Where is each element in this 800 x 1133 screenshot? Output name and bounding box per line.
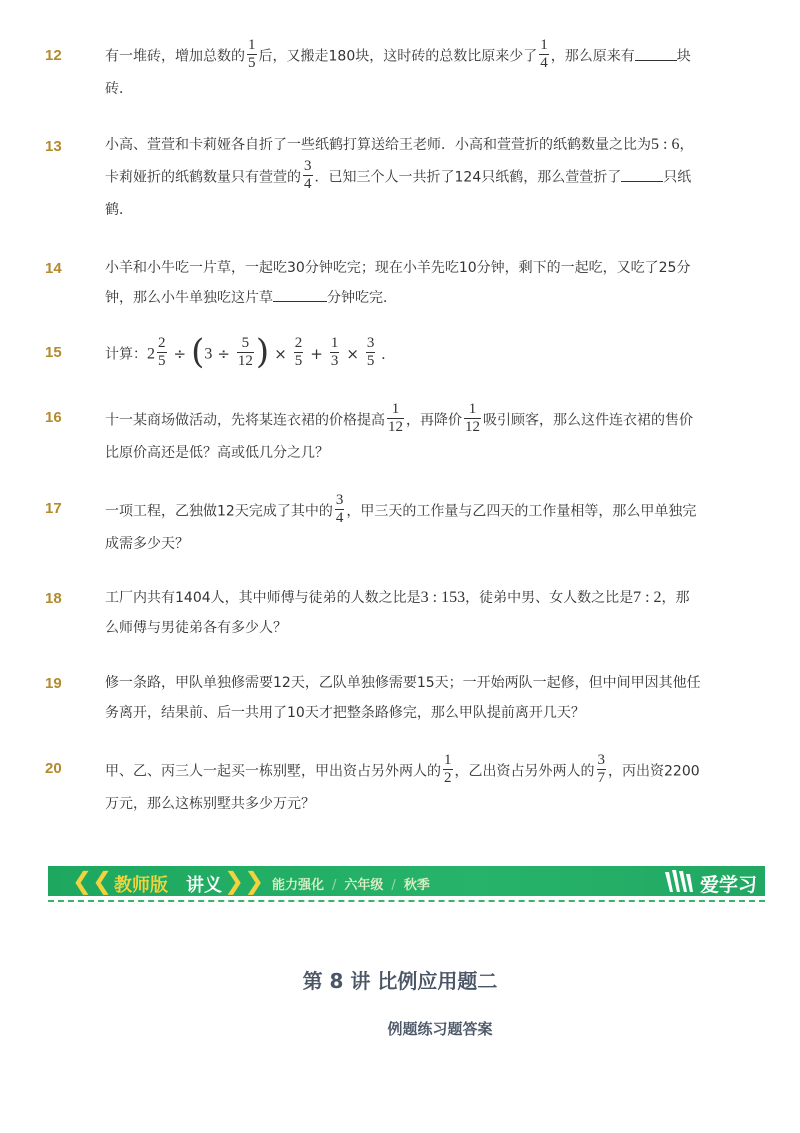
breadcrumb: 能力强化 / 六年级 / 秋季 <box>272 878 430 893</box>
answer-blank[interactable] <box>273 287 327 302</box>
fraction: $\frac{1}{2}$ <box>444 752 452 786</box>
answer-blank[interactable] <box>635 46 677 61</box>
divider <box>48 900 765 902</box>
fraction: $\frac{2}{5}$ <box>294 335 303 369</box>
problem-number: 18 <box>45 590 62 607</box>
problem-number: 13 <box>45 138 62 155</box>
chevron-right-icon: ❯❯ <box>224 867 265 895</box>
banner-title-type: 讲义 <box>186 875 222 896</box>
problem-number: 16 <box>45 409 62 426</box>
problem-number: 20 <box>45 760 62 777</box>
problem-number: 19 <box>45 675 62 692</box>
problem-number: 15 <box>45 344 62 361</box>
lecture-title: 第 8 讲 比例应用题二 <box>302 969 498 993</box>
fraction: $\frac{5}{12}$ <box>237 335 253 369</box>
breadcrumb-item: 秋季 <box>403 878 430 893</box>
problem-text: 小高、萱萱和卡莉娅各自折了一些纸鹤打算送给王老师．小高和萱萱折的纸鹤数量之比为5 : 6， 卡莉娅折的纸鹤数量只有萱萱的 $\frac{3}{4}$ ．已知三个人一共折了124只纸鹤，那么萱萱折了 只纸 鹤． <box>105 136 694 218</box>
banner-title-edition: 教师版 <box>114 875 168 896</box>
fraction: $\frac{3}{4}$ <box>304 158 312 192</box>
brand-logo-text: 爱学习 <box>700 874 758 896</box>
breadcrumb-item: 六年级 <box>344 878 384 893</box>
answers-title: 例题练习题答案 <box>387 1020 493 1038</box>
fraction: $\frac{2}{5}$ <box>158 335 166 369</box>
problem-text: 十一某商场做活动，先将某连衣裙的价格提高 $\frac{1}{12}$ ，再降价 $\frac{1}{12}$ 吸引顾客，那么这件连衣裙的售价 比原价高还是低？高或低几分之几？ <box>105 401 693 461</box>
problem-text: 工厂内共有1404人，其中师傅与徒弟的人数之比是3 : 153，徒弟中男、女人数之比是7 : 2，那 么师傅与男徒弟各有多少人？ <box>105 589 690 636</box>
fraction: $\frac{3}{7}$ <box>597 752 605 786</box>
problem-text: 修一条路，甲队单独修需要12天，乙队单独修需要15天；一开始两队一起修，但中间甲因其他任 务离开，结果前、后一共用了10天才把整条路修完，那么甲队提前离开几天？ <box>105 675 701 721</box>
problem-text: 有一堆砖，增加总数的 $\frac{1}{5}$ 后，又搬走180块，这时砖的总数比原来少了 $\frac{1}{4}$ ，那么原来有 块 砖． <box>105 37 691 97</box>
answer-blank[interactable] <box>621 167 663 182</box>
problem-number: 14 <box>45 260 62 277</box>
problem-text: 小羊和小牛吃一片草，一起吃30分钟吃完；现在小羊先吃10分钟，剩下的一起吃，又吃了25分 钟，那么小牛单独吃这片草 分钟吃完． <box>105 260 691 306</box>
problem-text: 计算：2 $\frac{2}{5}$ ÷ (3 ÷ $\frac{5}{12}$ ) × $\frac{2}{5}$ + $\frac{1}{3}$ × $\frac{3}{5}$ . <box>105 331 386 372</box>
fraction: $\frac{3}{5}$ <box>366 335 375 369</box>
section-banner <box>48 866 765 896</box>
problem-text: 一项工程，乙独做12天完成了其中的 $\frac{3}{4}$ ，甲三天的工作量与乙四天的工作量相等，那么甲单独完 成需多少天？ <box>105 492 697 552</box>
problem-number: 17 <box>45 500 62 517</box>
breadcrumb-item: 能力强化 <box>272 878 325 893</box>
fraction: $\frac{1}{5}$ <box>248 37 256 71</box>
fraction: $\frac{1}{3}$ <box>330 335 339 369</box>
chevron-left-icon: ❮❮ <box>72 867 113 895</box>
fraction: $\frac{1}{12}$ <box>388 401 403 435</box>
fraction: $\frac{1}{12}$ <box>465 401 480 435</box>
fraction: $\frac{3}{4}$ <box>335 492 344 526</box>
problem-number: 12 <box>45 47 62 64</box>
fraction: $\frac{1}{4}$ <box>540 37 548 71</box>
brand-logo-icon <box>662 868 696 894</box>
problem-text: 甲、乙、丙三人一起买一栋别墅，甲出资占另外两人的 $\frac{1}{2}$ ，乙出资占另外两人的 $\frac{3}{7}$ ，丙出资2200 万元，那么这栋别墅共多少万元？ <box>105 752 700 812</box>
